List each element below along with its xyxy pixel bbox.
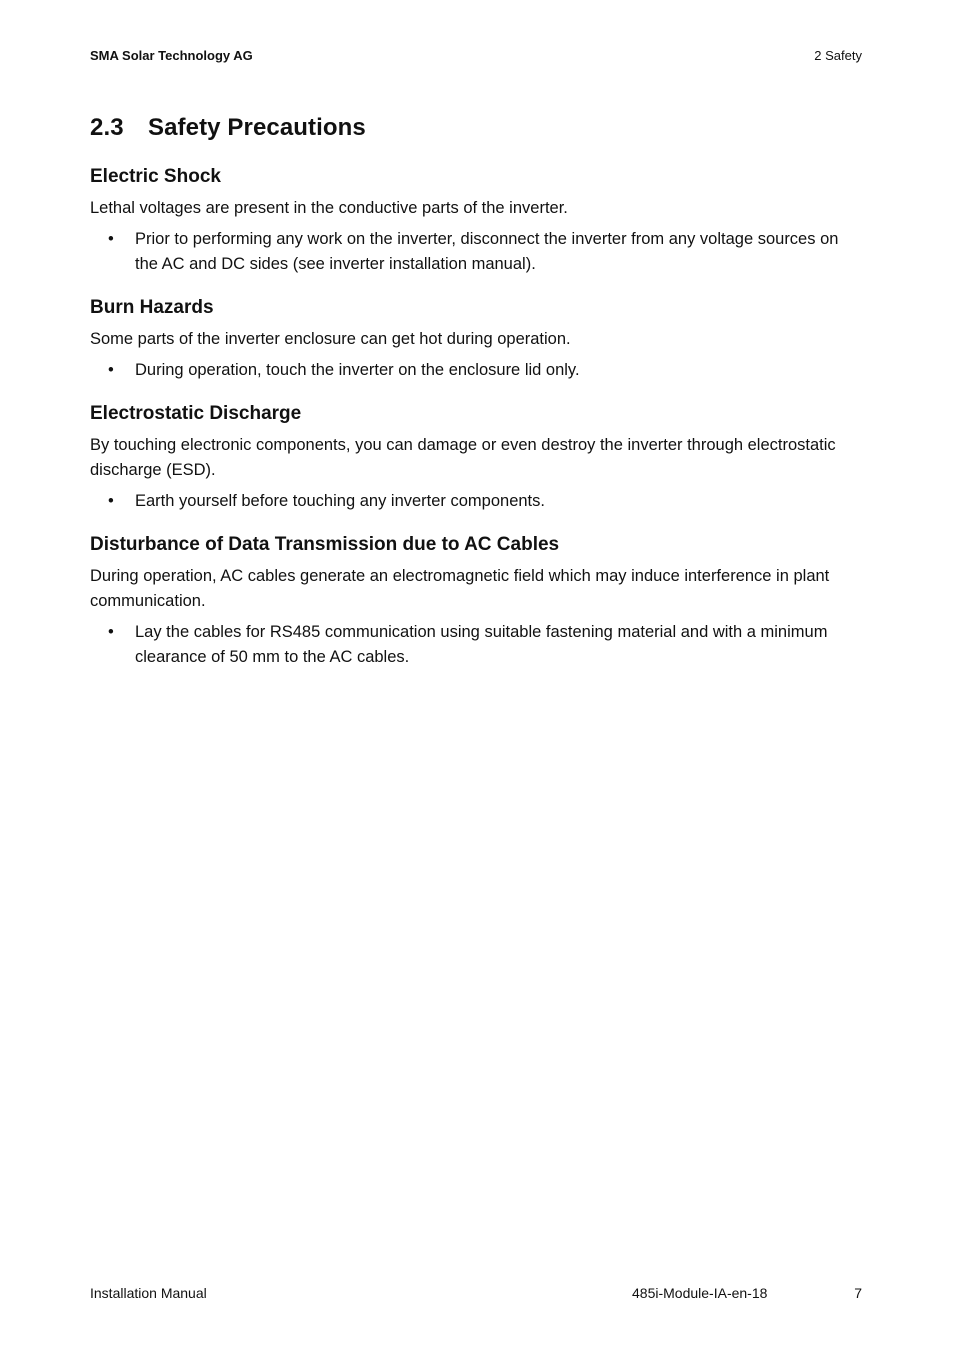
footer-document-id: 485i-Module-IA-en-18 (632, 1285, 768, 1301)
page-number: 7 (854, 1285, 862, 1301)
bullet-list (90, 489, 862, 514)
list-item-text: During operation, touch the inverter on the enclosure lid only. (135, 361, 580, 379)
section-title-text: Safety Precautions (148, 114, 366, 141)
subsection-text: During operation, AC cables generate an electromagnetic field which may induce interference in plant communication. (90, 567, 830, 610)
page-content (90, 110, 862, 674)
subsection-text: Lethal voltages are present in the conductive parts of the inverter. (90, 199, 568, 217)
list-item (90, 227, 862, 277)
subsection-title: Disturbance of Data Transmission due to AC Cables (90, 534, 560, 555)
section-number: 2.3 (90, 114, 124, 141)
footer-manual-title: Installation Manual (90, 1285, 207, 1301)
subsection-title: Electric Shock (90, 166, 221, 187)
subsection-text: Some parts of the inverter enclosure can get hot during operation. (90, 330, 571, 348)
list-item-text: Earth yourself before touching any inverter components. (135, 492, 545, 510)
page-footer (90, 1285, 862, 1305)
subsection-electric-shock (90, 164, 862, 277)
list-item (90, 358, 862, 383)
header-company: SMA Solar Technology AG (90, 48, 253, 63)
bullet-list (90, 620, 862, 670)
list-item-text: Lay the cables for RS485 communication using suitable fastening material and with a minimum clearance of 50 mm to the AC cables. (135, 623, 828, 666)
bullet-icon: • (108, 623, 114, 641)
subsection-data-transmission (90, 532, 862, 670)
bullet-icon: • (108, 361, 114, 379)
list-item (90, 489, 862, 514)
list-item (90, 620, 862, 670)
bullet-list (90, 358, 862, 383)
subsection-text: By touching electronic components, you can damage or even destroy the inverter through electrostatic discharge (ESD). (90, 436, 836, 479)
list-item-text: Prior to performing any work on the inverter, disconnect the inverter from any voltage sources on the AC and DC sides (see inverter installation manual). (135, 230, 839, 273)
subsection-title: Electrostatic Discharge (90, 403, 302, 424)
bullet-icon: • (108, 492, 114, 510)
section-title (90, 110, 862, 146)
bullet-list (90, 227, 862, 277)
page-header (90, 48, 862, 68)
header-chapter: 2 Safety (814, 48, 862, 63)
subsection-burn-hazards (90, 295, 862, 383)
subsection-electrostatic-discharge (90, 401, 862, 514)
bullet-icon: • (108, 230, 114, 248)
subsection-title: Burn Hazards (90, 297, 214, 318)
